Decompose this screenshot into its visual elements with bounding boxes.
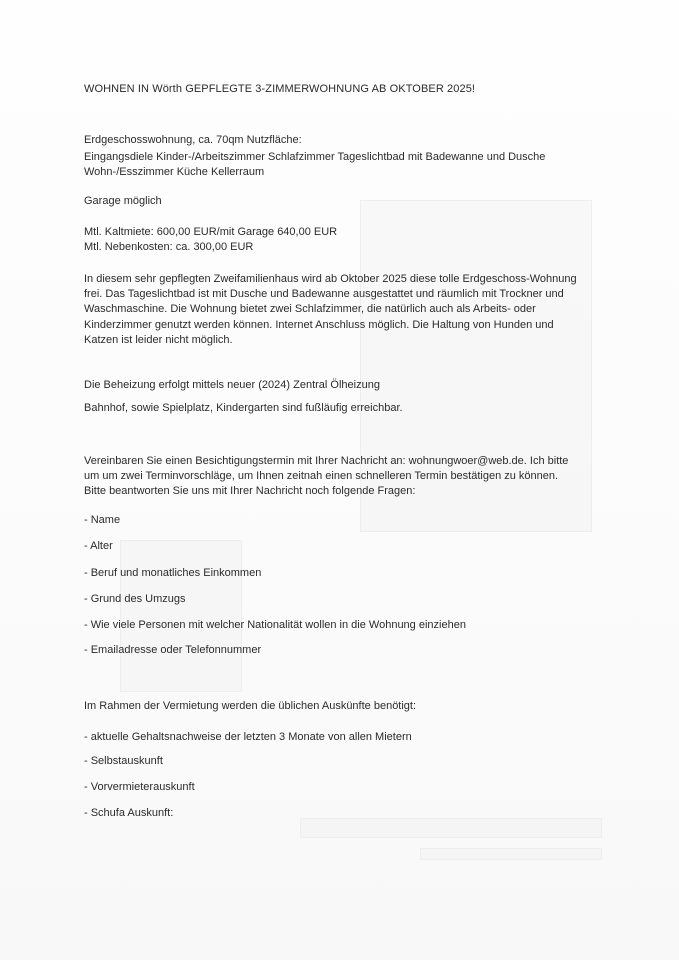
question-item: - Beruf und monatliches Einkommen <box>84 567 262 579</box>
contact-line: Vereinbaren Sie einen Besichtigungstermin mit Ihrer Nachricht an: wohnungwoer@web.de. Ich bitte <box>84 455 569 467</box>
requirements-intro: Im Rahmen der Vermietung werden die üblichen Auskünfte benötigt: <box>84 700 417 712</box>
contact-line: um um zwei Terminvorschläge, um Ihnen zeitnah einen schnelleren Termin bestätigen zu können. <box>84 470 559 482</box>
summary-title: Erdgeschosswohnung, ca. 70qm Nutzfläche: <box>84 134 302 146</box>
question-item: - Alter <box>84 540 113 552</box>
heating-line: Die Beheizung erfolgt mittels neuer (2024) Zentral Ölheizung <box>84 379 380 391</box>
utilities-line: Mtl. Nebenkosten: ca. 300,00 EUR <box>84 241 254 253</box>
description-line: frei. Das Tageslichtbad ist mit Dusche und Badewanne ausgestattet und räumlich mit Trockner und <box>84 288 564 300</box>
question-item: - Name <box>84 514 121 526</box>
requirement-item: - aktuelle Gehaltsnachweise der letzten 3 Monate von allen Mietern <box>84 731 412 743</box>
question-item: - Wie viele Personen mit welcher Nationalität wollen in die Wohnung einziehen <box>84 619 466 631</box>
headline: WOHNEN IN Wörth GEPFLEGTE 3-ZIMMERWOHNUNG AB OKTOBER 2025! <box>84 83 476 95</box>
question-item: - Emailadresse oder Telefonnummer <box>84 644 262 656</box>
description-line: In diesem sehr gepflegten Zweifamilienhaus wird ab Oktober 2025 diese tolle Erdgeschoss-Wohnung <box>84 273 577 285</box>
show-through-block <box>120 540 242 692</box>
rent-line: Mtl. Kaltmiete: 600,00 EUR/mit Garage 640,00 EUR <box>84 226 338 238</box>
description-line: Waschmaschine. Die Wohnung bietet zwei Schlafzimmer, die natürlich auch als Arbeits- oder <box>84 303 536 315</box>
contact-line: Bitte beantworten Sie uns mit Ihrer Nachricht noch folgende Fragen: <box>84 485 416 497</box>
requirement-item: - Selbstauskunft <box>84 755 163 767</box>
rooms-line-2: Wohn-/Esszimmer Küche Kellerraum <box>84 166 265 178</box>
description-line: Kinderzimmer genutzt werden können. Internet Anschluss möglich. Die Haltung von Hunden und <box>84 319 554 331</box>
garage-note: Garage möglich <box>84 195 162 207</box>
requirement-item: - Schufa Auskunft: <box>84 807 174 819</box>
location-line: Bahnhof, sowie Spielplatz, Kindergarten sind fußläufig erreichbar. <box>84 402 403 414</box>
description-line: Katzen ist leider nicht möglich. <box>84 334 233 346</box>
requirement-item: - Vorvermieterauskunft <box>84 781 195 793</box>
question-item: - Grund des Umzugs <box>84 593 186 605</box>
show-through-stripe <box>300 818 602 838</box>
show-through-stripe <box>420 848 602 860</box>
rooms-line-1: Eingangsdiele Kinder-/Arbeitszimmer Schlafzimmer Tageslichtbad mit Badewanne und Dusche <box>84 151 546 163</box>
